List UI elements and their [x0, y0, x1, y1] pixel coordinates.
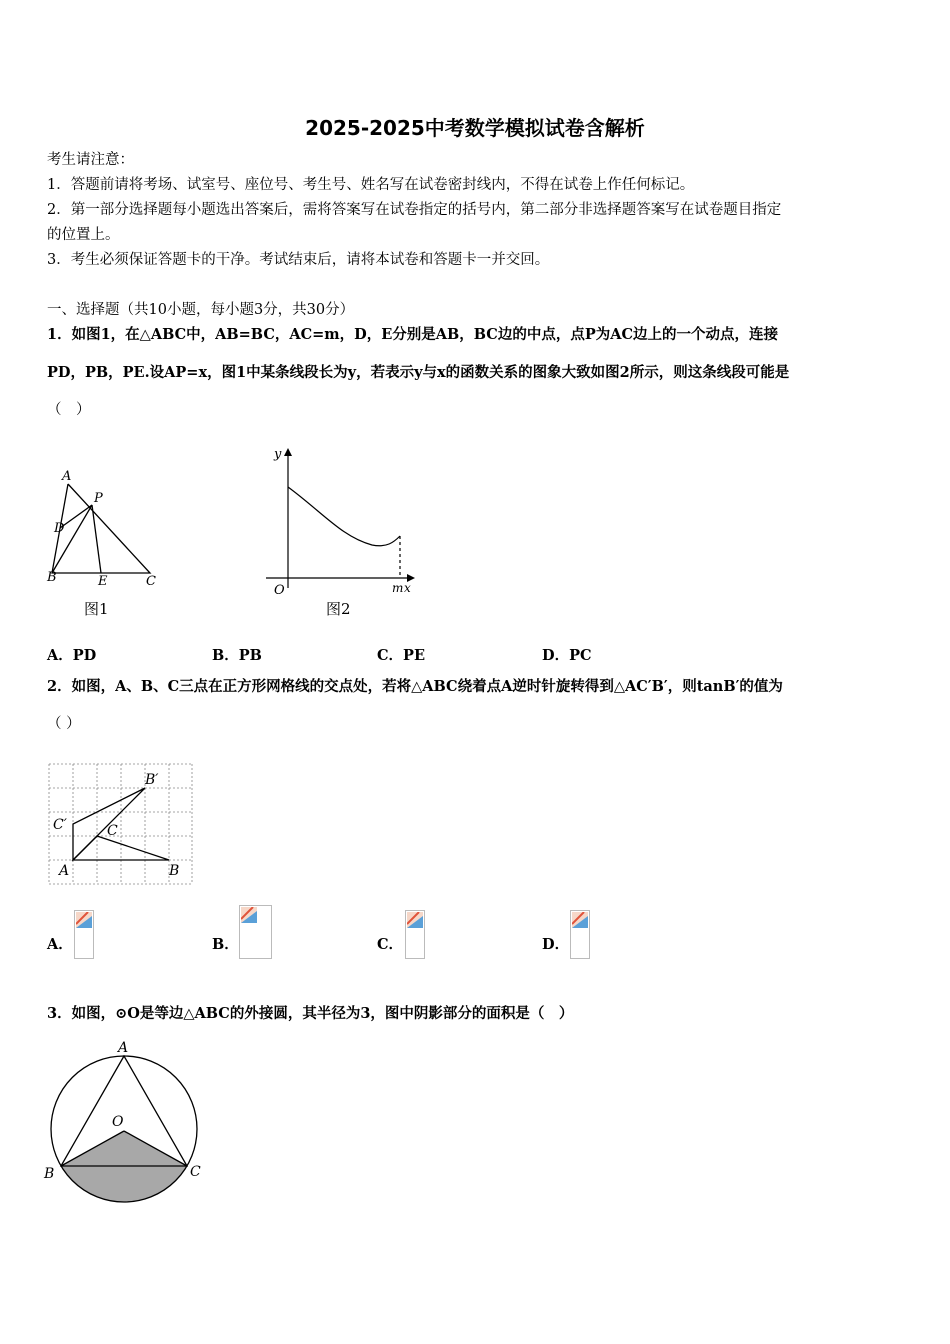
q2-label-c-prime: C′ [53, 817, 67, 833]
q2-label-c: C [107, 823, 118, 839]
notice-item-2: 2．第一部分选择题每小题选出答案后，需将答案写在试卷指定的括号内，第二部分非选择题答案写在试卷题目指定 [47, 202, 782, 218]
q1-option-b[interactable]: B．PB [212, 647, 262, 664]
q1-figure-1 [40, 462, 170, 622]
q3-label-c: C [190, 1164, 201, 1180]
notice-item-3: 3．考生必须保证答题卡的干净。考试结束后，请将本试卷和答题卡一并交回。 [47, 252, 550, 268]
q3-label-o: O [112, 1114, 124, 1130]
broken-image-icon [76, 912, 92, 928]
q2-option-b[interactable]: B． [212, 936, 239, 953]
q2-option-c[interactable]: C． [377, 936, 404, 953]
q2-line-1: 2．如图，A、B、C三点在正方形网格线的交点处，若将△ABC绕着点A逆时针旋转得到△AC′B′，则tanB′的值为 [47, 678, 783, 695]
q2-label-a: A [59, 863, 70, 879]
q1-fig1-label-a: A [62, 469, 72, 484]
q1-fig1-label-d: D [54, 521, 65, 536]
q1-fig1-caption: 图1 [84, 600, 109, 618]
q1-figure-2 [262, 442, 422, 622]
notice-item-1: 1．答题前请将考场、试室号、座位号、考生号、姓名写在试卷密封线内，不得在试卷上作任何标记。 [47, 177, 695, 193]
q1-fig1-label-b: B [47, 570, 57, 585]
notice-heading: 考生请注意： [47, 152, 134, 168]
q1-fig1-label-c: C [146, 574, 156, 589]
q2-option-d-image-placeholder [570, 910, 590, 959]
q2-option-d[interactable]: D． [542, 936, 570, 953]
page-title: 2025-2025中考数学模拟试卷含解析 [305, 116, 645, 140]
q2-label-b: B [169, 863, 180, 879]
notice-item-2-cont: 的位置上。 [47, 227, 120, 243]
q1-fig2-label-x: x [404, 581, 411, 595]
q2-option-c-image-placeholder [405, 910, 425, 959]
broken-image-icon [241, 907, 257, 923]
q1-fig2-caption: 图2 [326, 600, 351, 618]
q2-line-2: （ ） [47, 716, 81, 732]
q1-fig2-label-y: y [274, 447, 282, 462]
broken-image-icon [572, 912, 588, 928]
q2-grid-figure [47, 762, 197, 890]
q1-fig1-label-e: E [98, 574, 108, 589]
q3-line-1: 3．如图，⊙O是等边△ABC的外接圆，其半径为3，图中阴影部分的面积是（ ） [47, 1005, 574, 1022]
q2-label-b-prime: B′ [145, 772, 159, 788]
q3-label-a: A [118, 1040, 129, 1056]
q1-option-a[interactable]: A．PD [47, 647, 97, 664]
q2-option-a[interactable]: A． [47, 936, 73, 953]
q3-circle-figure [40, 1038, 210, 1208]
q1-line-1: 1．如图1，在△ABC中，AB=BC，AC=m，D，E分别是AB，BC边的中点，点P为AC边上的一个动点，连接 [47, 326, 779, 343]
q1-option-c[interactable]: C．PE [377, 647, 425, 664]
q1-fig2-label-m: m [392, 581, 404, 595]
q1-fig1-label-p: P [94, 491, 103, 506]
q1-option-d[interactable]: D．PC [542, 647, 592, 664]
section-heading: 一、选择题（共10小题，每小题3分，共30分） [47, 302, 355, 318]
q1-line-3: （ ） [47, 402, 91, 418]
q3-label-b: B [44, 1166, 55, 1182]
broken-image-icon [407, 912, 423, 928]
q1-fig2-label-o: O [274, 583, 285, 598]
q2-option-b-image-placeholder [239, 905, 272, 959]
q2-option-a-image-placeholder [74, 910, 94, 959]
q1-line-2: PD，PB，PE.设AP=x，图1中某条线段长为y，若表示y与x的函数关系的图象大致如图2所示，则这条线段可能是 [47, 364, 790, 381]
